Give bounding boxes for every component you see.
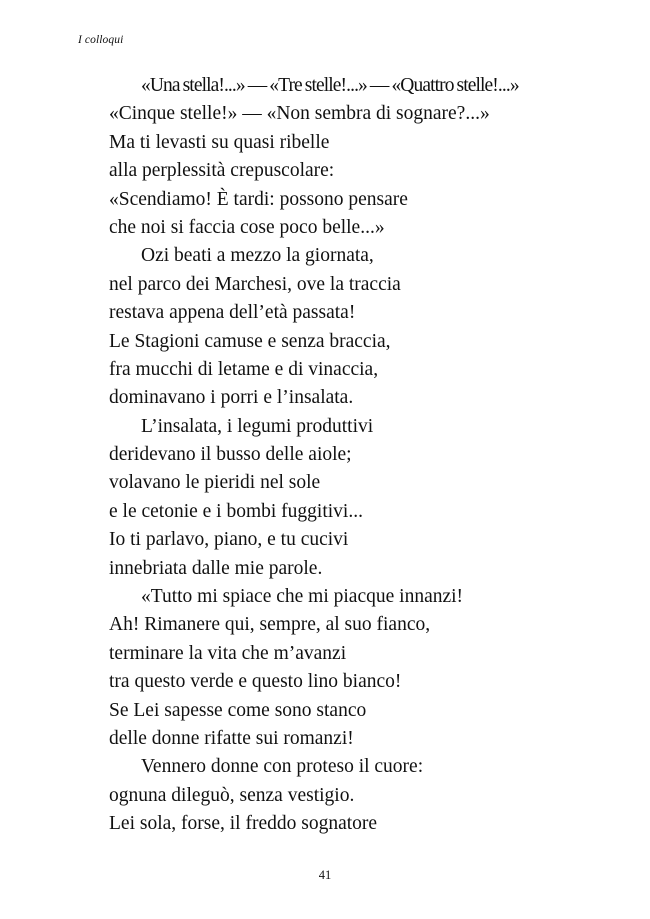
poem-line: «Scendiamo! È tardi: possono pensare xyxy=(109,188,408,210)
poem-line: dominavano i porri e l’insalata. xyxy=(109,387,354,409)
poem-line: volavano le pieridi nel sole xyxy=(109,472,321,494)
stanza-first-line: «Tutto mi spiace che mi piacque innanzi! xyxy=(141,586,464,608)
poem-line: Ah! Rimanere qui, sempre, al suo fianco, xyxy=(109,614,431,636)
poem-line: Ma ti levasti su quasi ribelle xyxy=(109,131,330,153)
poem-line: alla perplessità crepuscolare: xyxy=(109,160,335,182)
poem-line: Io ti parlavo, piano, e tu cucivi xyxy=(109,529,349,551)
stanza-first-line: Ozi beati a mezzo la giornata, xyxy=(141,245,374,267)
stanza-first-line: L’insalata, i legumi produttivi xyxy=(141,415,374,437)
poem-line: delle donne rifatte sui romanzi! xyxy=(109,727,354,749)
poem-text xyxy=(109,72,629,839)
poem-line: Lei sola, forse, il freddo sognatore xyxy=(109,813,378,835)
poem-line: Se Lei sapesse come sono stanco xyxy=(109,699,367,721)
poem-line: ognuna dileguò, senza vestigio. xyxy=(109,784,355,806)
poem-line: terminare la vita che m’avanzi xyxy=(109,642,347,664)
poem-line: Le Stagioni camuse e senza braccia, xyxy=(109,330,391,352)
page-number: 41 xyxy=(318,868,332,882)
stanza-first-line: «Una stella!...» — «Tre stelle!...» — «Quattro stelle!...» xyxy=(141,75,519,96)
poem-line: innebriata dalle mie parole. xyxy=(109,557,323,579)
poem-line: deridevano il busso delle aiole; xyxy=(109,444,352,466)
poem-line: nel parco dei Marchesi, ove la traccia xyxy=(109,273,401,295)
poem-line: fra mucchi di letame e di vinaccia, xyxy=(109,358,379,380)
poem-line: tra questo verde e questo lino bianco! xyxy=(109,671,402,693)
running-head: I colloqui xyxy=(78,34,124,46)
poem-line: «Cinque stelle!» — «Non sembra di sognare?...» xyxy=(109,103,490,125)
stanza-first-line: Vennero donne con proteso il cuore: xyxy=(141,756,424,778)
poem-line: restava appena dell’età passata! xyxy=(109,302,356,324)
poem-line: e le cetonie e i bombi fuggitivi... xyxy=(109,500,363,522)
poem-line: che noi si faccia cose poco belle...» xyxy=(109,216,385,238)
